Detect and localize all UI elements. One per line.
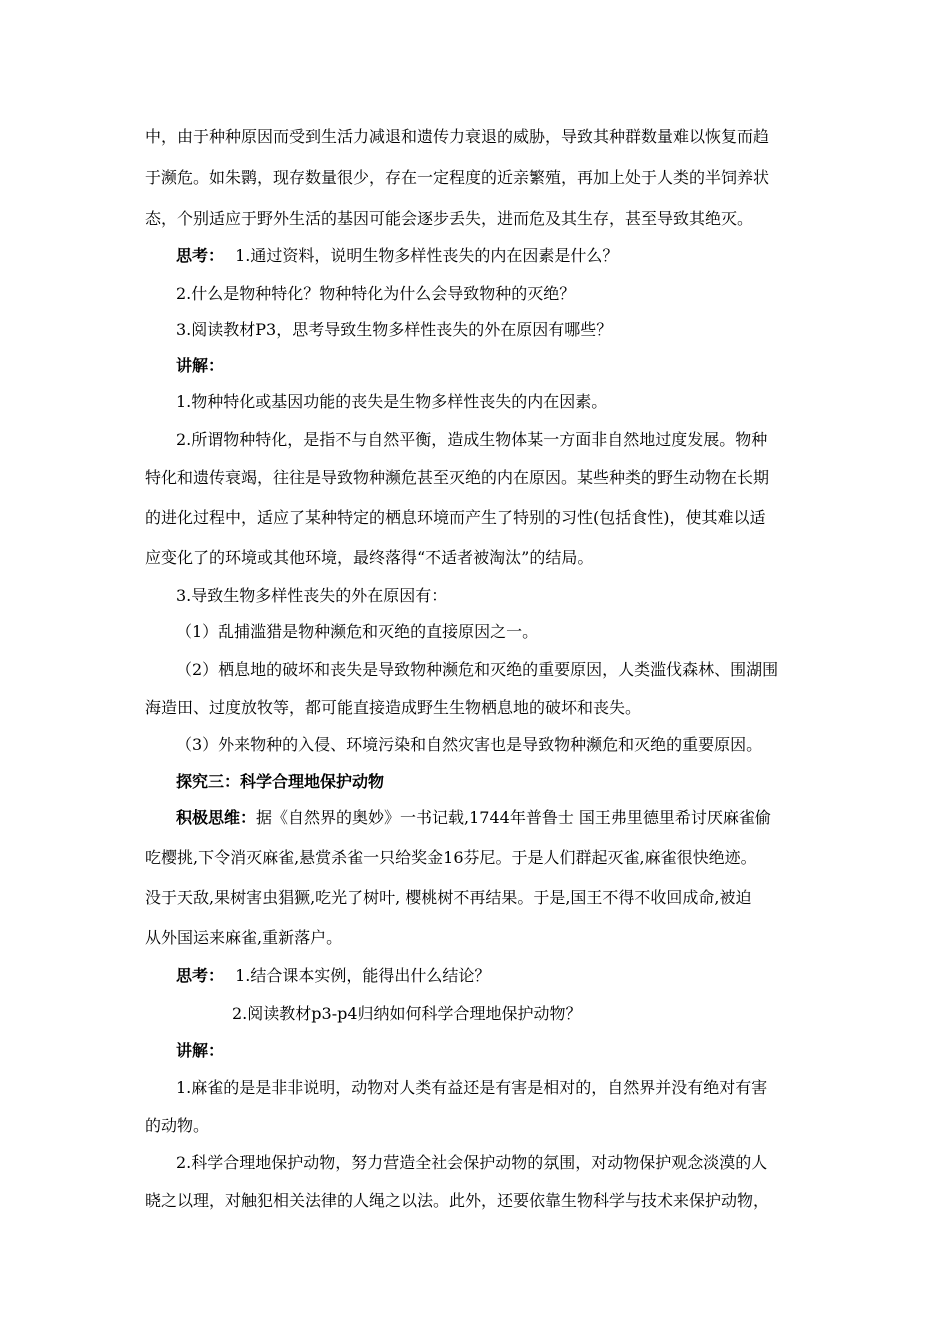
explain-item-2-line: 的进化过程中，适应了某种特定的栖息环境而产生了特别的习性(包括食性)，使其难以适 [145,508,766,527]
explain-item-1: 1.物种特化或基因功能的丧失是生物多样性丧失的内在因素。 [176,392,608,411]
active-thinking-line [176,808,771,828]
active-thinking-text: 据《自然界的奥妙》一书记载,1744年普鲁士 国王弗里德里希讨厌麻雀偷 [256,808,771,827]
active-thinking-line: 从外国运来麻雀,重新落户。 [145,928,343,947]
explain-sub-item-3: （3）外来物种的入侵、环境污染和自然灾害也是导致物种濒危和灭绝的重要原因。 [176,735,763,754]
explain-item-2-line: 2.科学合理地保护动物，努力营造全社会保护动物的氛围，对动物保护观念淡漠的人 [176,1153,768,1172]
paragraph-line: 于濒危。如朱鹮，现存数量很少，存在一定程度的近亲繁殖，再加上处于人类的半饲养状 [145,168,770,187]
explain-label: 讲解： [176,1041,225,1060]
think-label: 思考： [176,246,225,265]
think-question-text: 1.结合课本实例，能得出什么结论？ [235,966,491,985]
think-question-3: 3.阅读教材P3，思考导致生物多样性丧失的外在原因有哪些？ [176,320,613,339]
explain-item-2-line: 应变化了的环境或其他环境，最终落得“不适者被淘汰”的结局。 [145,548,594,567]
explain-item-1-line: 的动物。 [145,1116,210,1135]
explain-sub-item-2-line: 海造田、过度放牧等，都可能直接造成野生生物栖息地的破坏和丧失。 [145,698,642,717]
think-question-text: 1.通过资料，说明生物多样性丧失的内在因素是什么？ [235,246,619,265]
explain-item-1-line: 1.麻雀的是是非非说明，动物对人类有益还是有害是相对的，自然界并没有绝对有害 [176,1078,768,1097]
active-thinking-line: 没于天敌,果树害虫猖獗,吃光了树叶, 樱桃树不再结果。于是,国王不得不收回成命,被迫 [145,888,752,907]
active-thinking-line: 吃樱挑,下令消灭麻雀,悬赏杀雀一只给奖金16芬尼。于是人们群起灭雀,麻雀很快绝迹。 [145,848,757,867]
section-title: 探究三：科学合理地保护动物 [176,772,385,791]
paragraph-line: 态，个别适应于野外生活的基因可能会逐步丢失，进而危及其生存，甚至导致其绝灭。 [145,209,754,228]
explain-item-2-line: 2.所谓物种特化，是指不与自然平衡，造成生物体某一方面非自然地过度发展。物种 [176,430,768,449]
explain-sub-item-2-line: （2）栖息地的破坏和丧失是导致物种濒危和灭绝的重要原因，人类滥伐森林、围湖围 [176,660,779,679]
think-label: 思考： [176,966,225,985]
active-thinking-label: 积极思维： [176,808,257,827]
think-question-2: 2.阅读教材p3-p4归纳如何科学合理地保护动物？ [232,1004,582,1023]
explain-item-3: 3.导致生物多样性丧失的外在原因有： [176,586,448,605]
explain-sub-item-1: （1）乱捕滥猎是物种濒危和灭绝的直接原因之一。 [176,622,539,641]
explain-item-2-line: 晓之以理，对触犯相关法律的人绳之以法。此外，还要依靠生物科学与技术来保护动物， [145,1191,770,1210]
think-question-1 [176,966,490,986]
explain-label: 讲解： [176,356,225,375]
paragraph-line: 中，由于种种原因而受到生活力减退和遗传力衰退的威胁，导致其种群数量难以恢复而趋 [145,127,770,146]
explain-item-2-line: 特化和遗传衰竭，往往是导致物种濒危甚至灭绝的内在原因。某些种类的野生动物在长期 [145,468,770,487]
think-question-2: 2.什么是物种特化？物种特化为什么会导致物种的灭绝？ [176,284,576,303]
think-question-1 [176,246,618,266]
